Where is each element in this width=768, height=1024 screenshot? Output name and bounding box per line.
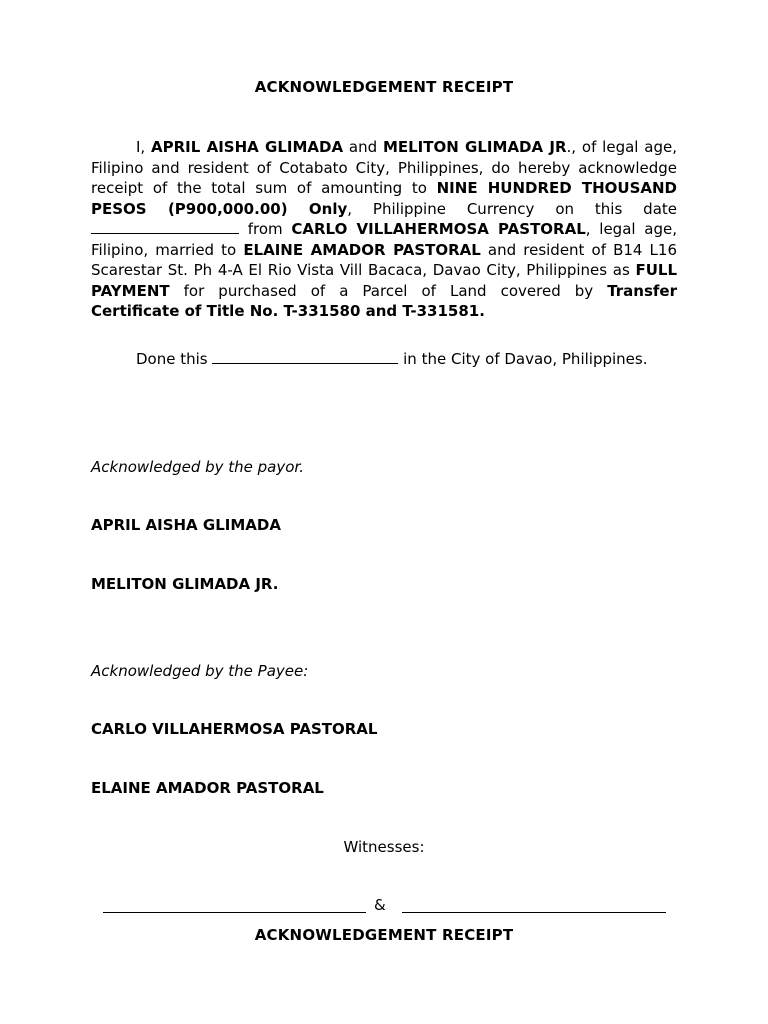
para1-text-1: I,: [136, 138, 152, 156]
date-blank-line: [91, 221, 239, 234]
full-payment-text: FULL PAYMENT: [91, 261, 677, 300]
payor1-name: APRIL AISHA GLIMADA: [151, 138, 344, 156]
para1-text-2: and: [343, 138, 383, 156]
title-reference: Transfer Certificate of Title No. T-331580 and T-331581.: [91, 281, 677, 320]
done-paragraph: [91, 349, 677, 370]
payee-name-2: ELAINE AMADOR PASTORAL: [91, 779, 324, 797]
witnesses-label: Witnesses:: [343, 838, 425, 856]
document-title-repeat: ACKNOWLEDGEMENT RECEIPT: [254, 926, 514, 944]
witness-signature-line-1: [103, 912, 366, 913]
witness-signature-line-2: [402, 912, 666, 913]
para1-text-6: , legal age, Filipino, married to: [91, 220, 677, 259]
payee-label: Acknowledged by the Payee:: [91, 662, 309, 680]
ampersand: &: [374, 896, 386, 914]
payee2-name: ELAINE AMADOR PASTORAL: [243, 240, 481, 259]
payor-name-2: MELITON GLIMADA JR.: [91, 575, 279, 593]
amount-text: NINE HUNDRED THOUSAND PESOS (P900,000.00) Only: [91, 179, 677, 218]
done-date-blank-line: [212, 351, 398, 364]
para2-text-2: in the City of Davao, Philippines.: [398, 350, 648, 368]
para1-text-4: , Philippine Currency on this date: [347, 199, 677, 218]
receipt-paragraph: [91, 137, 677, 322]
payor-label: Acknowledged by the payor.: [91, 458, 304, 476]
para1-text-7: and resident of B14 L16 Scarestar St. Ph 4-A El Rio Vista Vill Bacaca, Davao City, Philippines as: [91, 240, 677, 279]
document-title: ACKNOWLEDGEMENT RECEIPT: [254, 78, 514, 96]
para2-text-1: Done this: [136, 350, 213, 368]
para1-text-5: from: [239, 220, 292, 238]
payor-name-1: APRIL AISHA GLIMADA: [91, 516, 281, 534]
payee-name-1: CARLO VILLAHERMOSA PASTORAL: [91, 720, 378, 738]
payor2-name: MELITON GLIMADA JR: [382, 138, 567, 156]
para1-text-3: ., of legal age, Filipino and resident of Cotabato City, Philippines, do hereby acknowledge receipt of the total sum of amounting to: [91, 138, 677, 197]
payee1-name: CARLO VILLAHERMOSA PASTORAL: [291, 220, 586, 238]
para1-text-8: for purchased of a Parcel of Land covered by: [169, 281, 608, 300]
